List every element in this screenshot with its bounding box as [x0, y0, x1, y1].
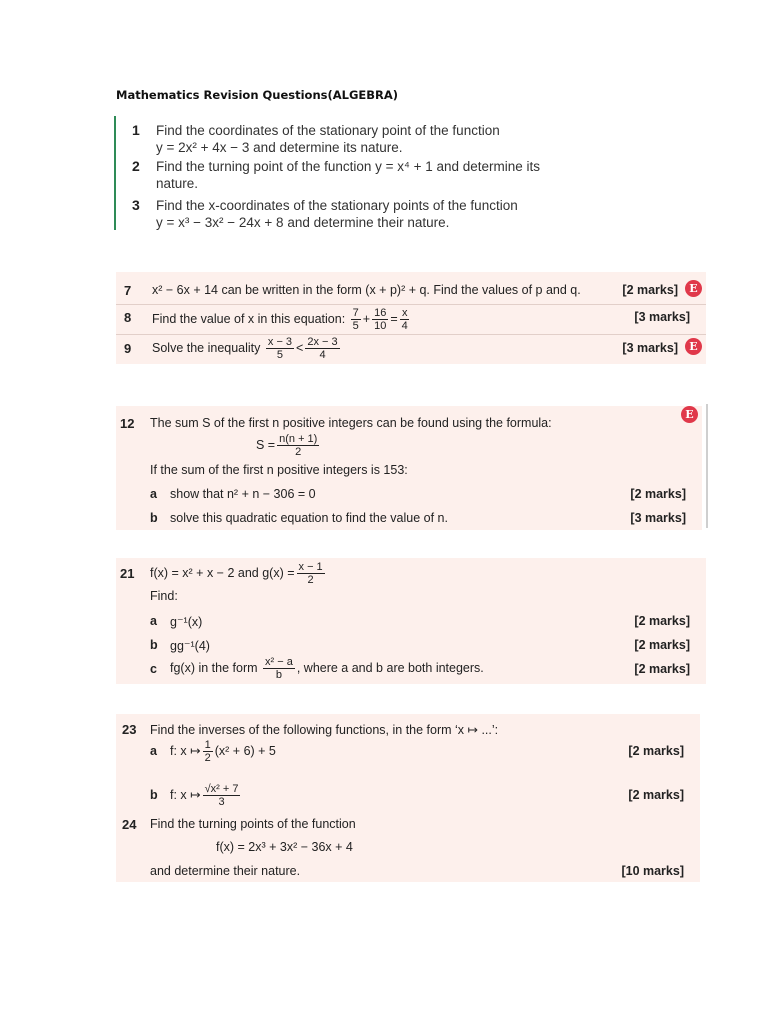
question-text	[156, 158, 576, 192]
subpart-text: gg⁻¹(4)	[170, 639, 210, 653]
marks-label: [2 marks]	[628, 788, 684, 802]
marks-label: [2 marks]	[630, 487, 686, 501]
question-line: nature.	[156, 176, 199, 191]
question-number: 24	[122, 817, 137, 832]
fraction: $\frac{16}{10}$	[374, 307, 387, 333]
question-block-5	[116, 714, 700, 882]
question-text: Find the inverses of the following functions, in the form ‘x ↦ ...’:	[150, 723, 499, 737]
fraction: $\frac{\text{√x² + 7}}{3}$	[204, 783, 239, 809]
subpart-label: b	[150, 638, 158, 652]
question-number: 3	[132, 197, 140, 213]
question-block-4	[116, 558, 706, 684]
question-line: Find the coordinates of the stationary point of the function	[156, 123, 500, 138]
fraction: $\frac{x - 1}{2}$	[298, 561, 323, 587]
formula: S = $\frac{n(n + 1)}{2}$	[256, 433, 318, 459]
question-block-3	[116, 406, 702, 530]
marks-label: [2 marks]	[634, 614, 690, 628]
question-text: and determine their nature.	[150, 864, 301, 878]
question-block-2	[116, 272, 706, 364]
subpart-text: show that n² + n − 306 = 0	[170, 487, 316, 501]
question-text: If the sum of the first n positive integers is 153:	[150, 463, 408, 477]
marks-label: [10 marks]	[621, 864, 684, 878]
exam-badge-icon: E	[685, 338, 702, 355]
question-text-part: Solve the inequality	[152, 341, 261, 355]
subpart-text: f: x ↦ $\frac{1}{2}$ (x² + 6) + 5	[170, 739, 276, 765]
question-text-part: Find the value of x in this equation:	[152, 312, 346, 326]
fraction: $\frac{x - 3}{5}$	[267, 336, 293, 362]
marks-label: [2 marks]	[622, 283, 678, 297]
marks-label: [2 marks]	[634, 638, 690, 652]
subpart-text: g⁻¹(x)	[170, 615, 203, 629]
question-number: 7	[124, 283, 132, 298]
question-line: y = 2x² + 4x − 3 and determine its nature.	[156, 140, 403, 155]
question-number: 21	[120, 566, 135, 581]
fraction: $\frac{x}{4}$	[401, 307, 408, 333]
marks-label: [3 marks]	[630, 511, 686, 525]
question-text: Find the turning points of the function	[150, 817, 356, 831]
exam-badge-icon: E	[681, 406, 698, 423]
page-title: Mathematics Revision Questions(ALGEBRA)	[116, 88, 399, 102]
marks-label: [2 marks]	[628, 744, 684, 758]
fraction: $\frac{2x - 3}{4}$	[307, 336, 338, 362]
question-number: 23	[122, 722, 137, 737]
subpart-text: fg(x) in the form $\frac{\text{x² − a}}{b}$ , where a and b are both integers.	[170, 656, 484, 682]
question-number: 1	[132, 122, 140, 138]
subpart-label: a	[150, 614, 157, 628]
exam-badge-icon: E	[685, 280, 702, 297]
page-edge-line	[706, 404, 708, 528]
question-number: 8	[124, 310, 132, 325]
fraction: $\frac{1}{2}$	[204, 739, 211, 765]
subpart-label: a	[150, 487, 157, 501]
marks-label: [2 marks]	[634, 662, 690, 676]
question-block-1	[114, 116, 576, 230]
question-text: f(x) = x² + x − 2 and g(x) = $\frac{x - 1}{2}$	[150, 561, 323, 587]
question-text: x² − 6x + 14 can be written in the form (x + p)² + q. Find the values of p and q.	[152, 283, 581, 297]
marks-label: [3 marks]	[634, 310, 690, 324]
subpart-label: b	[150, 511, 158, 525]
fraction: $\frac{\text{x² − a}}{b}$	[265, 656, 293, 682]
question-text: The sum S of the first n positive integers can be found using the formula:	[150, 416, 552, 430]
subpart-label: c	[150, 662, 157, 676]
question-text	[156, 122, 576, 156]
formula: f(x) = 2x³ + 3x² − 36x + 4	[216, 840, 353, 854]
question-number: 9	[124, 341, 132, 356]
question-text	[156, 197, 576, 231]
question-text: Solve the inequality $\frac{x - 3}{5}$ < $\frac{2x - 3}{4}$	[152, 336, 338, 362]
question-line: Find the x-coordinates of the stationary points of the function	[156, 198, 518, 213]
subpart-label: b	[150, 788, 158, 802]
question-text: Find the value of x in this equation: $\frac{7}{5}$ + $\frac{16}{10}$ = $\frac{x}{4}$	[152, 307, 408, 333]
question-number: 2	[132, 158, 140, 174]
subpart-label: a	[150, 744, 157, 758]
marks-label: [3 marks]	[622, 341, 678, 355]
question-line: Find the turning point of the function y = x⁴ + 1 and determine its	[156, 159, 541, 174]
question-text: Find:	[150, 589, 178, 603]
fraction: $\frac{n(n + 1)}{2}$	[279, 433, 318, 459]
fraction: $\frac{7}{5}$	[352, 307, 359, 333]
question-line: y = x³ − 3x² − 24x + 8 and determine their nature.	[156, 215, 450, 230]
question-number: 12	[120, 416, 135, 431]
subpart-text: f: x ↦ $\frac{\text{√x² + 7}}{3}$	[170, 783, 239, 809]
subpart-text: solve this quadratic equation to find the value of n.	[170, 511, 448, 525]
